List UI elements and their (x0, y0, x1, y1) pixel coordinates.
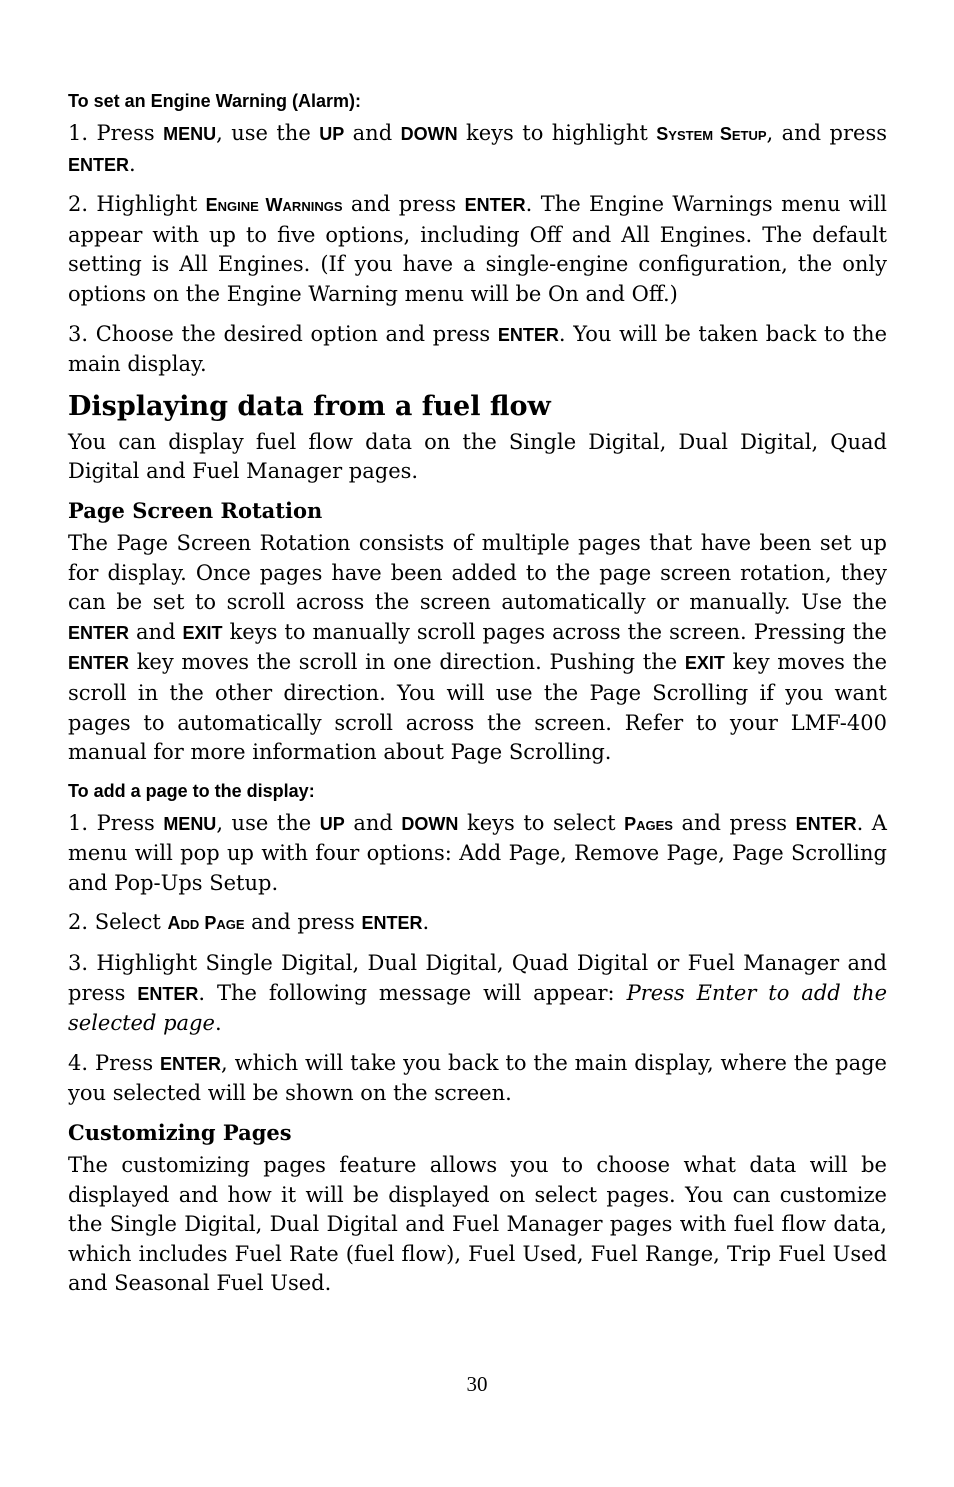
key-menu: MENU (163, 124, 217, 144)
add-page-step-2: 2. Select Add Page and press ENTER. (68, 910, 430, 935)
key-up: UP (319, 124, 345, 144)
rotation-heading: Page Screen Rotation (68, 497, 323, 523)
key-enter: ENTER (464, 195, 526, 216)
key-enter: ENTER (160, 1053, 222, 1074)
key-up: UP (319, 813, 345, 834)
key-enter: ENTER (68, 154, 130, 175)
add-page-step-1: 1. Press MENU, use the UP and DOWN keys to select Pages and press ENTER. A menu will pop up with four options: Add Page, Remove Page, Page Scrolling and Pop-Ups Setup. (68, 810, 887, 895)
engine-warning-step-1: 1. Press MENU, use the UP and DOWN keys to highlight System Setup, and press ENTER. (68, 121, 888, 176)
key-down: DOWN (400, 124, 458, 144)
key-exit: EXIT (684, 653, 725, 674)
engine-warning-step-3: 3. Choose the desired option and press ENTER. You will be taken back to the main display. (68, 321, 887, 377)
message-text: Press Enter to add the selected page (68, 980, 888, 1036)
engine-warning-step-2: 2. Highlight Engine Warnings and press ENTER. The Engine Warnings menu will appear with up to five options, including Off and All Engines. The default setting is All Engines. (If you have a single-engine configuration, the only options on the Engine Warning menu will be On and Off.) (68, 192, 887, 306)
rotation-paragraph: The Page Screen Rotation consists of multiple pages that have been set up for display. Once pages have been added to the page screen rotation, they can be set to scroll across the screen automatically or manually. Use the ENTER and EXIT keys to manually scroll pages across the screen. Pressing the ENTER key moves the scroll in one direction. Pushing the EXIT key moves the scroll in the other direction. You will use the Page Scrolling if you want pages to automatically scroll across the screen. Refer to your LMF-400 manual for more information about Page Scrolling. (68, 530, 887, 765)
add-page-step-3: 3. Highlight Single Digital, Dual Digital, Quad Digital or Fuel Manager and press ENTER. The following message will appear: Press Enter to add the selected page. (68, 951, 888, 1036)
key-enter: ENTER (68, 622, 130, 643)
key-enter: ENTER (497, 324, 559, 345)
key-exit: EXIT (182, 622, 223, 643)
key-enter: ENTER (68, 653, 130, 674)
menu-pages: Pages (624, 813, 673, 834)
key-menu: MENU (163, 813, 217, 834)
page-number: 30 (466, 1372, 488, 1396)
menu-system-setup: System Setup (656, 124, 767, 144)
menu-add-page: Add Page (167, 913, 245, 934)
customizing-paragraph: The customizing pages feature allows you to choose what data will be displayed and how it will be displayed on select pages. You can customize the Single Digital, Dual Digital and Fuel Manager pages with fuel flow data, which includes Fuel Rate (fuel flow), Fuel Used, Fuel Range, Trip Fuel Used and Seasonal Fuel Used. (68, 1153, 887, 1296)
add-page-heading: To add a page to the display: (68, 780, 315, 801)
add-page-step-4: 4. Press ENTER, which will take you back to the main display, where the page you selected will be shown on the screen. (68, 1050, 887, 1106)
menu-engine-warnings: Engine Warnings (205, 195, 343, 216)
key-enter: ENTER (795, 813, 857, 834)
customizing-heading: Customizing Pages (68, 1120, 292, 1146)
manual-page (68, 88, 887, 1309)
engine-warning-heading: To set an Engine Warning (Alarm): (68, 91, 362, 111)
key-enter: ENTER (137, 983, 199, 1004)
key-enter: ENTER (361, 913, 423, 934)
key-down: DOWN (401, 813, 459, 834)
fuel-flow-intro: You can display fuel flow data on the Single Digital, Dual Digital, Quad Digital and Fuel Manager pages. (68, 429, 887, 484)
fuel-flow-title: Displaying data from a fuel flow (68, 390, 551, 422)
